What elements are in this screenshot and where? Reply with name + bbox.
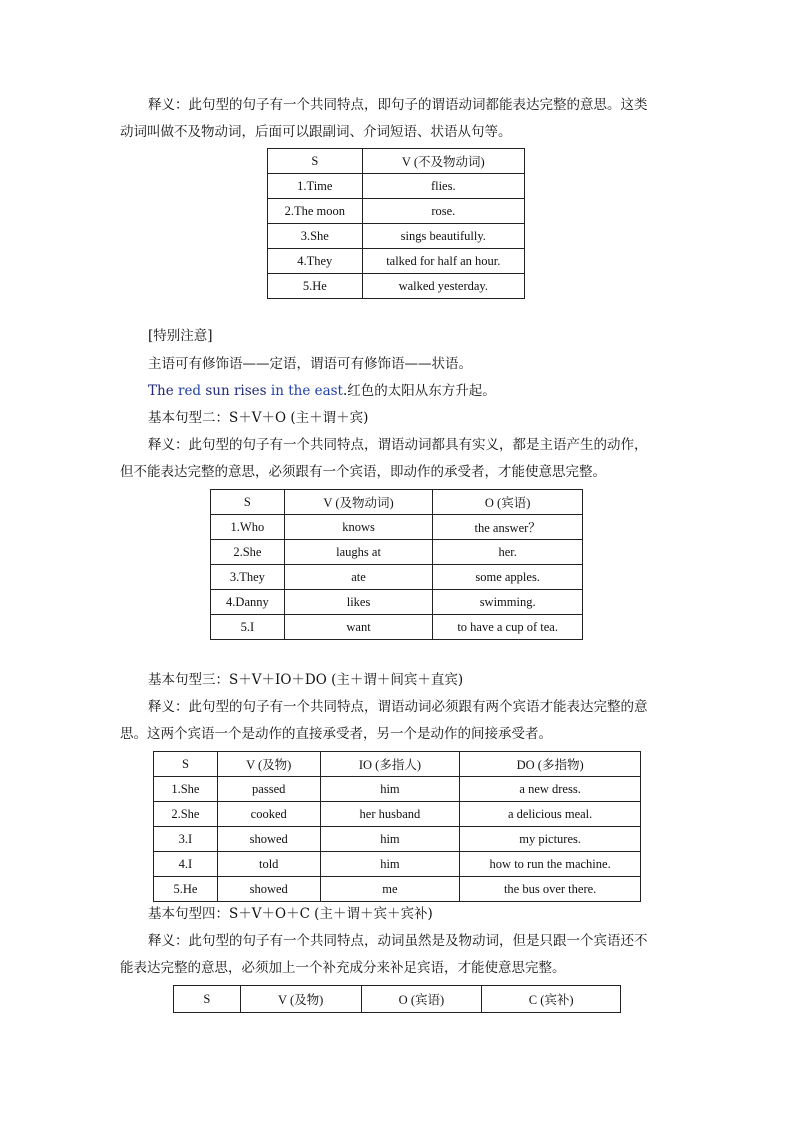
table-cell: 5.I: [211, 615, 285, 640]
table-row: [268, 224, 525, 249]
table-cell: the bus over there.: [460, 877, 641, 902]
table-cell: passed: [217, 777, 320, 802]
table-cell: 2.She: [211, 540, 285, 565]
example-red-word: red: [177, 383, 202, 399]
table-cell: 2.She: [154, 802, 218, 827]
table-cell: sings beautifully.: [362, 224, 524, 249]
table-cell: told: [217, 852, 320, 877]
header-cell: S: [211, 490, 285, 515]
example-mid: sun rises: [201, 383, 271, 399]
table-cell: ate: [284, 565, 433, 590]
header-cell: O (宾语): [433, 490, 583, 515]
table-row: [154, 877, 641, 902]
table-cell: him: [320, 777, 460, 802]
header-cell: S: [174, 986, 241, 1013]
table-cell: 4.They: [268, 249, 363, 274]
table-cell: 5.He: [154, 877, 218, 902]
table-cell: 1.Time: [268, 174, 363, 199]
table-cell: 1.Who: [211, 515, 285, 540]
table-row: [211, 590, 583, 615]
explanation-1-line-1: 释义：此句型的句子有一个共同特点，即句子的谓语动词都能表达完整的意思。这类: [148, 97, 648, 113]
table-cell: showed: [217, 877, 320, 902]
header-cell: V (及物动词): [284, 490, 433, 515]
table-transitive: [210, 489, 583, 640]
example-the: The: [148, 383, 178, 399]
table-row: [268, 274, 525, 299]
table-row: [268, 199, 525, 224]
table-row: [211, 565, 583, 590]
header-cell: V (及物): [217, 752, 320, 777]
table-row: [154, 827, 641, 852]
table-cell: laughs at: [284, 540, 433, 565]
table-header-row: [268, 149, 525, 174]
table-object-complement: [173, 985, 621, 1013]
table-cell: 5.He: [268, 274, 363, 299]
table-row: [154, 852, 641, 877]
header-cell: V (不及物动词): [362, 149, 524, 174]
example-end: .红色的太阳从东方升起。: [343, 383, 496, 399]
table-cell: to have a cup of tea.: [433, 615, 583, 640]
table-header-row: [211, 490, 583, 515]
table-row: [154, 802, 641, 827]
table-cell: 4.Danny: [211, 590, 285, 615]
table-cell: cooked: [217, 802, 320, 827]
note-line: 主语可有修饰语——定语，谓语可有修饰语——状语。: [148, 356, 472, 372]
table-cell: 3.I: [154, 827, 218, 852]
explanation-1-line-2: 动词叫做不及物动词，后面可以跟副词、介词短语、状语从句等。: [120, 124, 512, 140]
pattern-3-title: 基本句型三：S＋V＋IO＋DO (主＋谓＋间宾＋直宾): [148, 672, 464, 688]
table-cell: knows: [284, 515, 433, 540]
table-cell: likes: [284, 590, 433, 615]
header-cell: V (及物): [240, 986, 361, 1013]
header-cell: O (宾语): [361, 986, 482, 1013]
table-cell: a delicious meal.: [460, 802, 641, 827]
table-row: [211, 540, 583, 565]
note-example: [148, 382, 496, 400]
table-cell: my pictures.: [460, 827, 641, 852]
table-cell: 1.She: [154, 777, 218, 802]
explanation-3-line-1: 释义：此句型的句子有一个共同特点，谓语动词必须跟有两个宾语才能表达完整的意: [148, 699, 648, 715]
table-cell: 4.I: [154, 852, 218, 877]
table-cell: the answer？: [433, 515, 583, 540]
explanation-3-line-2: 思。这两个宾语一个是动作的直接承受者，另一个是动作的间接承受者。: [120, 726, 552, 742]
table-header-row: [174, 986, 621, 1013]
table-cell: him: [320, 852, 460, 877]
table-double-object: [153, 751, 641, 902]
table-header-row: [154, 752, 641, 777]
header-cell: C (宾补): [482, 986, 621, 1013]
example-east-phrase: in the east: [270, 383, 343, 399]
pattern-4-title: 基本句型四：S＋V＋O＋C (主＋谓＋宾＋宾补): [148, 906, 433, 922]
table-row: [211, 615, 583, 640]
table-cell: talked for half an hour.: [362, 249, 524, 274]
table-cell: 2.The moon: [268, 199, 363, 224]
header-cell: S: [268, 149, 363, 174]
table-cell: 3.They: [211, 565, 285, 590]
table-cell: walked yesterday.: [362, 274, 524, 299]
table-cell: her husband: [320, 802, 460, 827]
table-cell: him: [320, 827, 460, 852]
table-cell: want: [284, 615, 433, 640]
table-row: [268, 174, 525, 199]
explanation-4-line-1: 释义：此句型的句子有一个共同特点，动词虽然是及物动词，但是只跟一个宾语还不: [148, 933, 648, 949]
table-row: [268, 249, 525, 274]
table-cell: some apples.: [433, 565, 583, 590]
table-cell: how to run the machine.: [460, 852, 641, 877]
header-cell: IO (多指人): [320, 752, 460, 777]
table-cell: a new dress.: [460, 777, 641, 802]
note-heading: [特别注意]: [148, 328, 213, 344]
table-cell: me: [320, 877, 460, 902]
table-row: [211, 515, 583, 540]
header-cell: S: [154, 752, 218, 777]
table-cell: rose.: [362, 199, 524, 224]
table-cell: 3.She: [268, 224, 363, 249]
table-intransitive: [267, 148, 525, 299]
table-row: [154, 777, 641, 802]
header-cell: DO (多指物): [460, 752, 641, 777]
table-cell: showed: [217, 827, 320, 852]
explanation-2-line-2: 但不能表达完整的意思，必须跟有一个宾语，即动作的承受者，才能使意思完整。: [120, 464, 606, 480]
explanation-2-line-1: 释义：此句型的句子有一个共同特点，谓语动词都具有实义，都是主语产生的动作，: [148, 437, 648, 453]
explanation-4-line-2: 能表达完整的意思，必须加上一个补充成分来补足宾语，才能使意思完整。: [120, 960, 566, 976]
pattern-2-title: 基本句型二：S＋V＋O (主＋谓＋宾): [148, 410, 369, 426]
table-cell: swimming.: [433, 590, 583, 615]
table-cell: her.: [433, 540, 583, 565]
table-cell: flies.: [362, 174, 524, 199]
